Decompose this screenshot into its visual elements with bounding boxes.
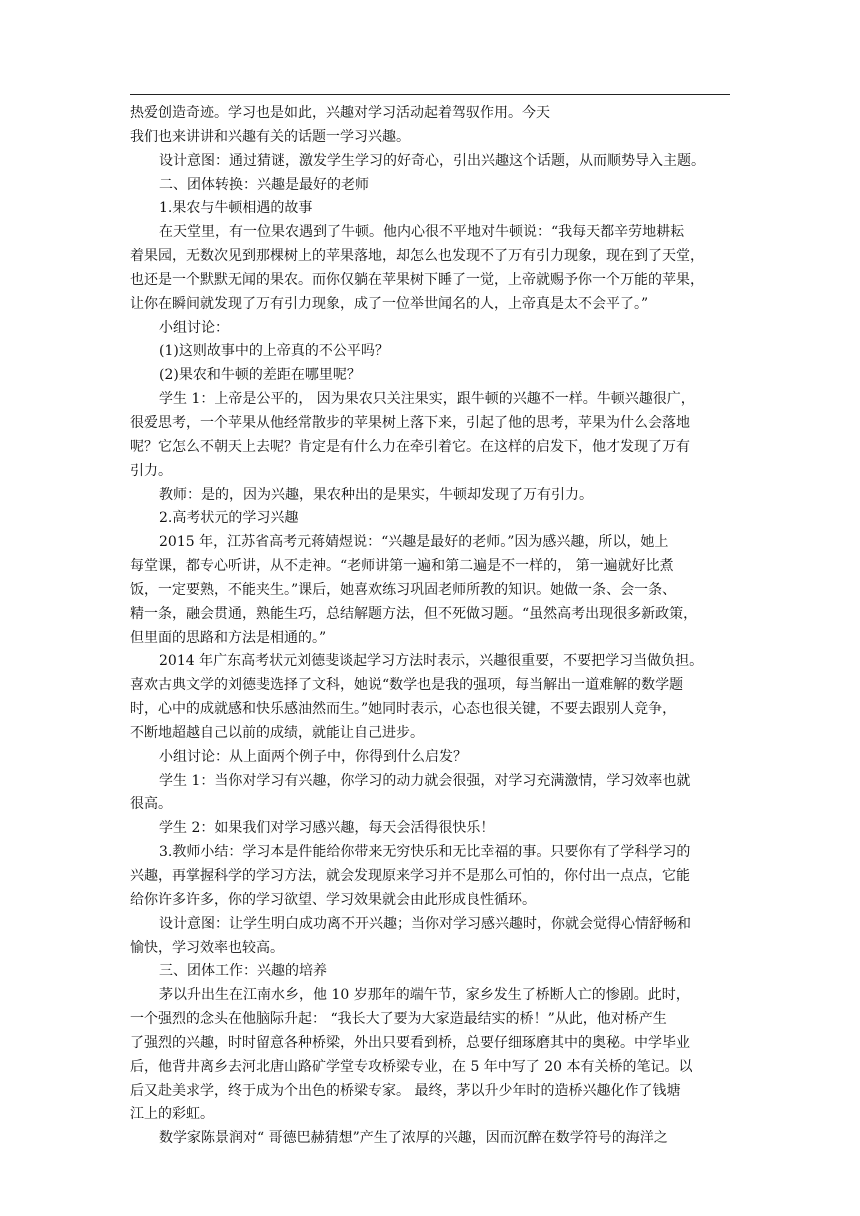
text-line: 1.果农与牛顿相遇的故事 <box>159 200 313 217</box>
text-line: 我们也来讲讲和兴趣有关的话题一学习兴趣。 <box>130 128 410 145</box>
text-line: 3.教师小结：学习本是件能给你带来无穷快乐和无比幸福的事。只要你有了学科学习的 <box>159 844 691 861</box>
text-line: 很高。 <box>130 796 172 813</box>
text-line: 学生 1：上帝是公平的， 因为果农只关注果实，跟牛顿的兴趣不一样。牛顿兴趣很广， <box>159 391 695 408</box>
text-line: 很爱思考，一个苹果从他经常散步的苹果树上落下来，引起了他的思考，苹果为什么会落地 <box>130 414 690 431</box>
text-line: 二、团体转换：兴趣是最好的老师 <box>159 176 369 193</box>
text-line: 一个强烈的念头在他脑际升起： “我长大了要为大家造最结实的桥！”从此，他对桥产生 <box>130 1011 667 1028</box>
text-line: 后又赴美求学，终于成为个出色的桥梁专家。 最终，茅以升少年时的造桥兴趣化作了钱塘 <box>130 1082 681 1099</box>
text-line: 了强烈的兴趣，时时留意各种桥梁，外出只要看到桥，总要仔细琢磨其中的奥秘。中学毕业 <box>130 1034 690 1051</box>
text-line: 但里面的思路和方法是相通的。” <box>130 629 327 646</box>
text-line: 喜欢古典文学的刘德斐选择了文科，她说“数学也是我的强项，每当解出一道难解的数学题 <box>130 677 684 694</box>
text-line: (2)果农和牛顿的差距在哪里呢？ <box>159 367 361 384</box>
text-line: 教师：是的，因为兴趣，果农种出的是果实，牛顿却发现了万有引力。 <box>159 486 593 503</box>
text-line: 数学家陈景润对“ 哥德巴赫猜想”产生了浓厚的兴趣，因而沉醉在数学符号的海洋之 <box>159 1130 668 1147</box>
text-line: 给你许多许多，你的学习欲望、学习效果就会由此形成良性循环。 <box>130 891 536 908</box>
text-line: 热爱创造奇迹。学习也是如此，兴趣对学习活动起着驾驭作用。今天 <box>130 105 550 121</box>
text-line: 三、团体工作：兴趣的培养 <box>159 963 327 980</box>
text-line: 小组讨论：从上面两个例子中，你得到什么启发？ <box>159 748 467 765</box>
text-line: 后，他背井离乡去河北唐山路矿学堂专攻桥梁专业，在 5 年中写了 20 本有关桥的笔记。以 <box>130 1058 693 1075</box>
text-line: 不断地超越自己以前的成绩，就能让自己进步。 <box>130 724 424 741</box>
text-line: 学生 2：如果我们对学习感兴趣，每天会活得很快乐！ <box>159 820 495 837</box>
text-line: 小组讨论： <box>159 319 229 336</box>
text-line: 2014 年广东高考状元刘德斐谈起学习方法时表示，兴趣很重要，不要把学习当做负担。 <box>159 653 704 670</box>
text-line: 在天堂里，有一位果农遇到了牛顿。他内心很不平地对牛顿说：“我每天都辛劳地耕耘 <box>159 224 685 241</box>
text-line: 时，心中的成就感和快乐感油然而生。”她同时表示，心态也很关键，不要去跟别人竞争， <box>130 701 677 718</box>
text-line: 学生 1：当你对学习有兴趣，你学习的动力就会很强，对学习充满激情，学习效率也就 <box>159 772 691 789</box>
text-line: 茅以升出生在江南水乡，他 10 岁那年的端午节，家乡发生了桥断人亡的惨剧。此时， <box>159 987 690 1004</box>
text-line: 也还是一个默默无闻的果农。而你仅躺在苹果树下睡了一觉，上帝就赐予你一个万能的苹果， <box>130 271 704 288</box>
text-line: 呢？它怎么不朝天上去呢？肯定是有什么力在牵引着它。在这样的启发下，他才发现了万有 <box>130 438 690 455</box>
text-line: 设计意图：让学生明白成功离不开兴趣；当你对学习感兴趣时，你就会觉得心情舒畅和 <box>159 915 691 932</box>
text-line: 每堂课，都专心听讲，从不走神。“老师讲第一遍和第二遍是不一样的， 第一遍就好比煮 <box>130 558 674 575</box>
text-line: 愉快，学习效率也较高。 <box>130 939 284 956</box>
text-line: 饭，一定要熟，不能夹生。”课后，她喜欢练习巩固老师所教的知识。她做一条、会一条、 <box>130 581 677 598</box>
document-body <box>130 102 730 1151</box>
text-line: 着果园，无数次见到那棵树上的苹果落地，却怎么也发现不了万有引力现象，现在到了天堂， <box>130 248 704 265</box>
text-line: (1)这则故事中的上帝真的不公平吗？ <box>159 343 389 360</box>
text-line: 设计意图：通过猜谜，激发学生学习的好奇心，引出兴趣这个话题，从而顺势导入主题。 <box>159 152 705 169</box>
text-line: 让你在瞬间就发现了万有引力现象，成了一位举世闻名的人，上帝真是太不会平了。” <box>130 295 649 312</box>
text-line: 2015 年，江苏省高考元蒋婧煜说：“兴趣是最好的老师。”因为感兴趣，所以，她上 <box>159 534 669 551</box>
header-rule <box>130 94 730 95</box>
text-line: 2.高考状元的学习兴趣 <box>159 510 299 527</box>
text-line: 兴趣，再掌握科学的学习方法，就会发现原来学习并不是那么可怕的，你付出一点点，它能 <box>130 868 690 884</box>
text-line: 精一条，融会贯通，熟能生巧，总结解题方法，但不死做习题。“虽然高考出现很多新政策， <box>130 605 698 622</box>
text-line: 江上的彩虹。 <box>130 1106 214 1123</box>
text-line: 引力。 <box>130 462 172 479</box>
